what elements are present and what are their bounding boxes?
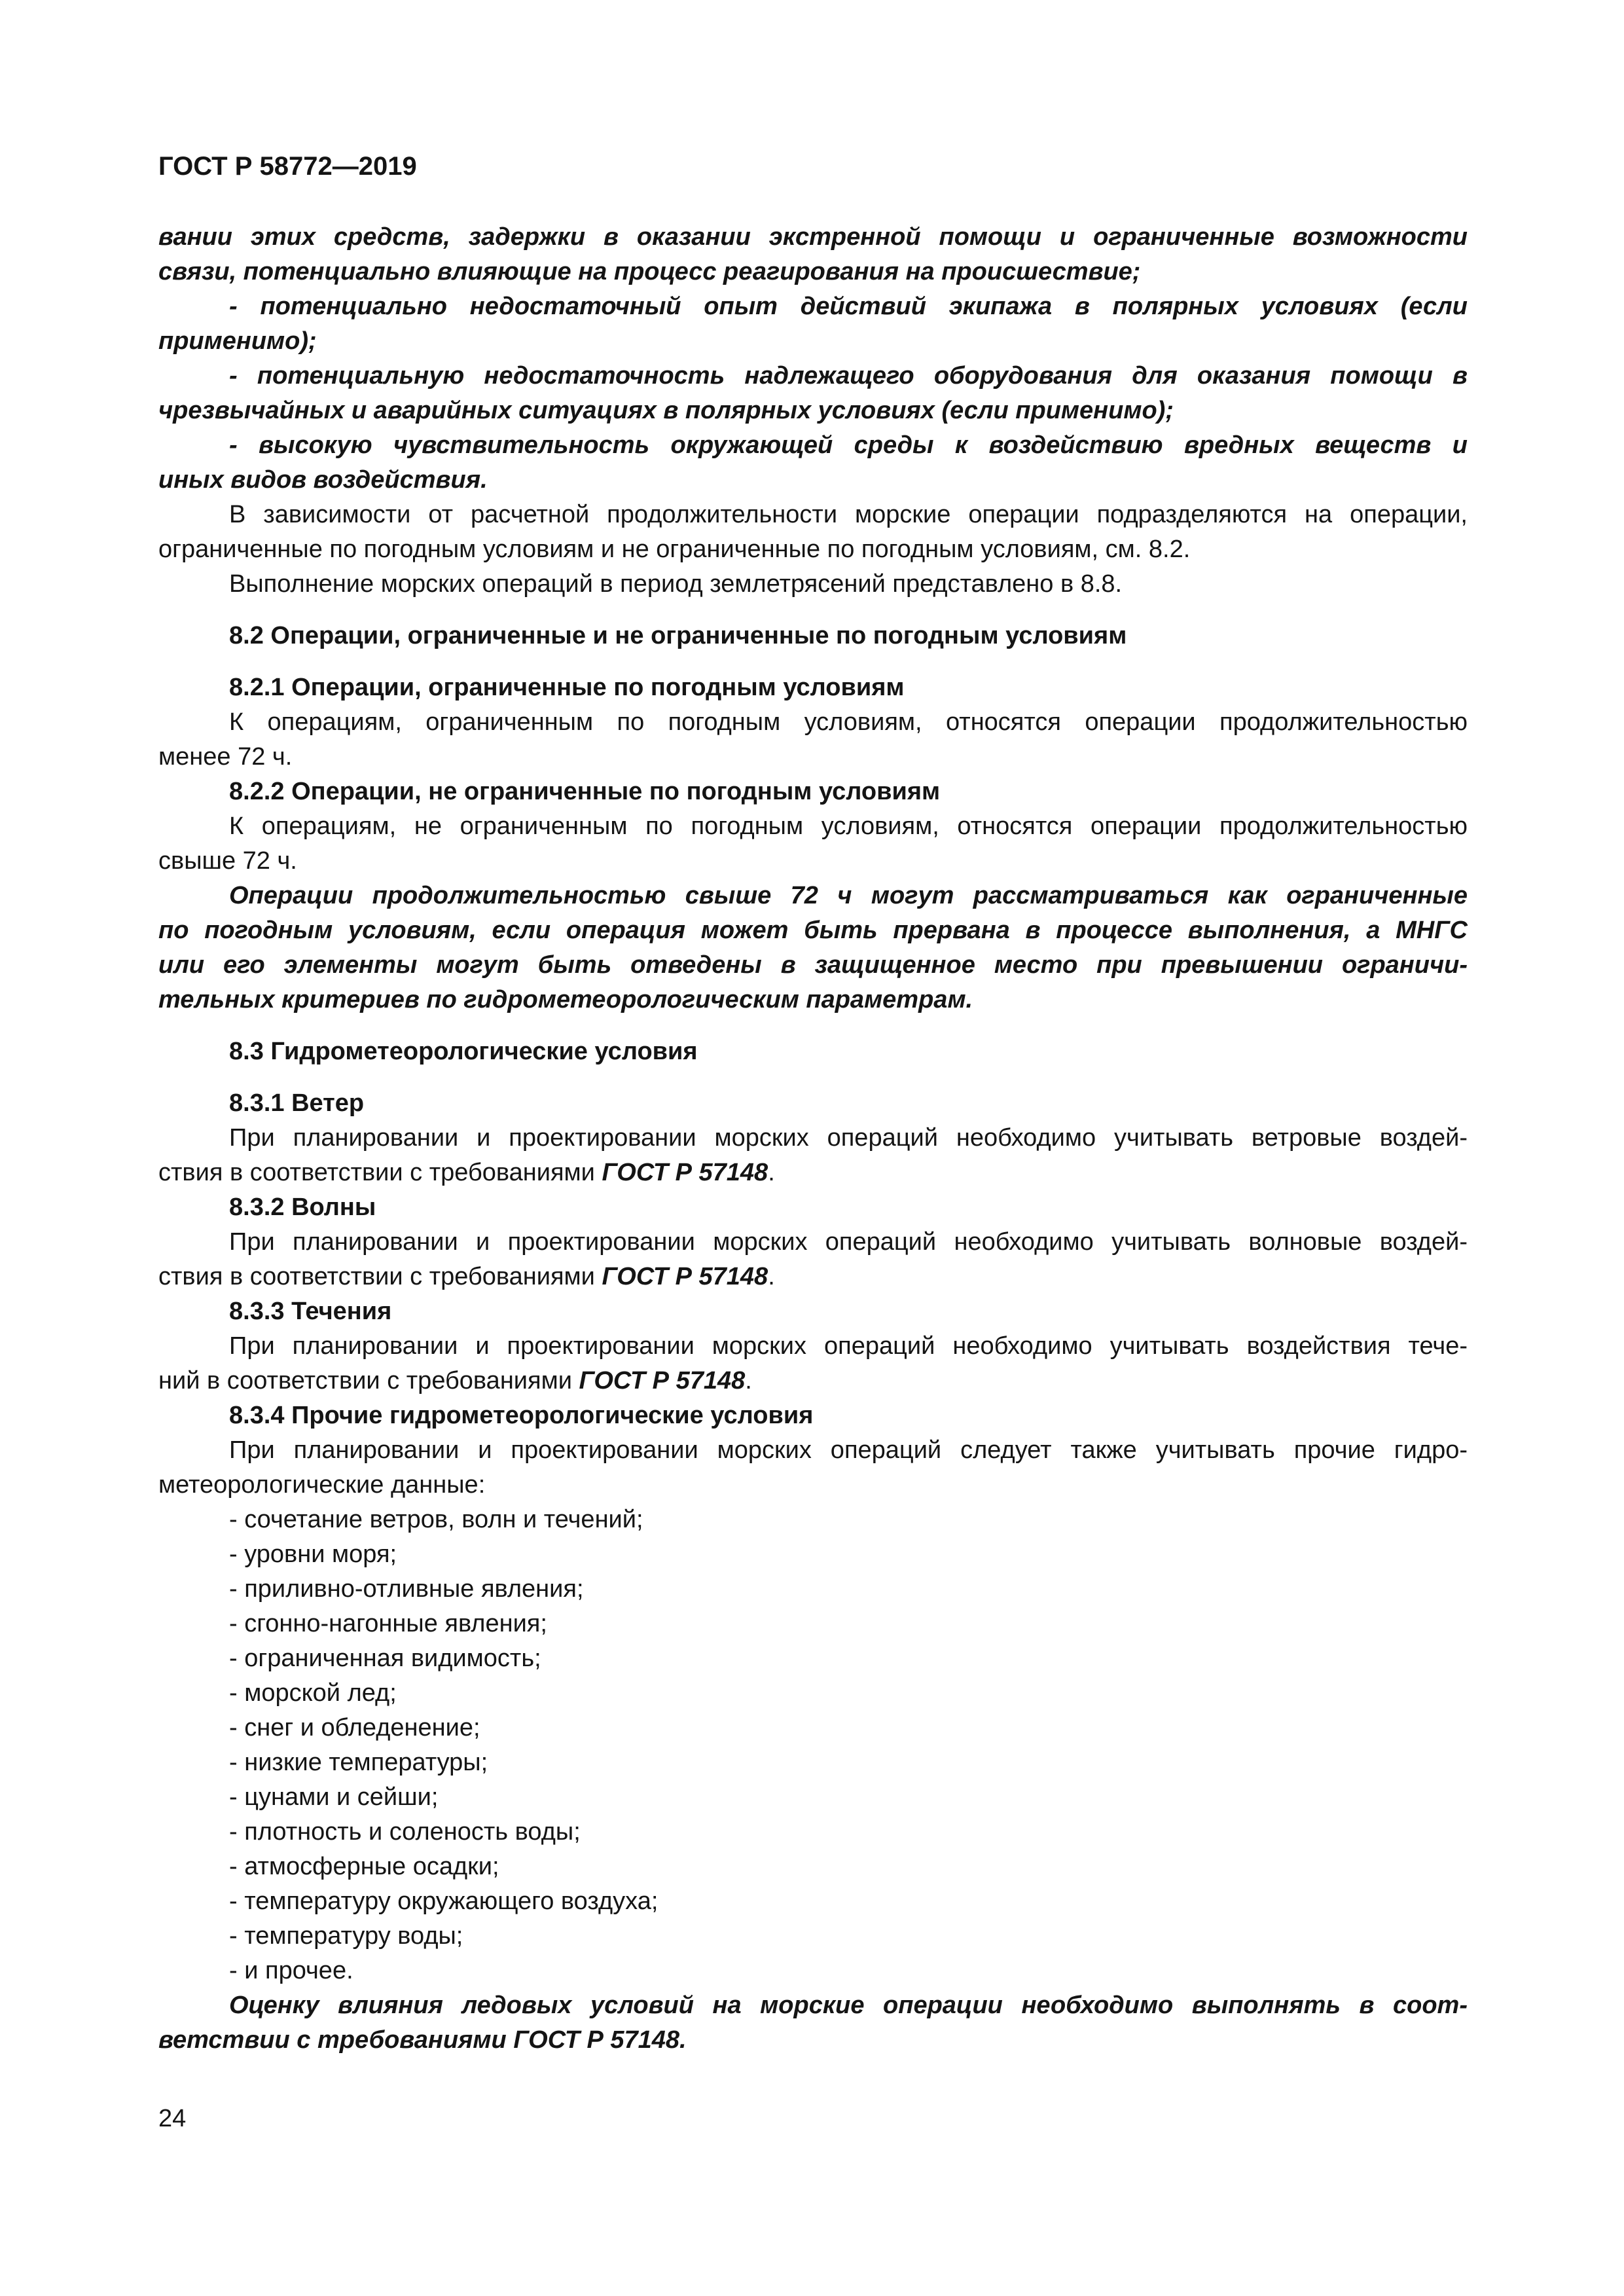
text-line: метеорологические данные: xyxy=(158,1471,486,1499)
standard-reference: ГОСТ Р 57148 xyxy=(602,1263,768,1290)
subsection-heading: 8.3.2 Волны xyxy=(229,1194,376,1221)
text-line: К операциям, не ограниченным по погодным условиям, относятся операции продолжительностью xyxy=(229,812,1468,840)
text-line: При планировании и проектировании морских операций необходимо учитывать воздействия тече- xyxy=(229,1332,1468,1360)
list-item: - и прочее. xyxy=(229,1957,353,1984)
list-item: - плотность и соленость воды; xyxy=(229,1818,581,1846)
page-number: 24 xyxy=(158,2105,187,2132)
text-line: ствия в соответствии с требованиями ГОСТ Р 57148. xyxy=(158,1263,775,1290)
text-line: Операции продолжительностью свыше 72 ч могут рассматриваться как ограниченные xyxy=(229,882,1468,909)
standard-reference: ГОСТ Р 57148 xyxy=(602,1159,768,1186)
section-heading: 8.3 Гидрометеорологические условия xyxy=(229,1038,698,1065)
text-line: ний в соответствии с требованиями ГОСТ Р 57148. xyxy=(158,1367,752,1394)
list-item: - температуру окружающего воздуха; xyxy=(229,1887,659,1915)
subsection-heading: 8.3.4 Прочие гидрометеорологические условия xyxy=(229,1402,814,1429)
text-line: При планировании и проектировании морских операций необходимо учитывать ветровые воздей- xyxy=(229,1124,1468,1152)
text-line: иных видов воздействия. xyxy=(158,466,488,494)
list-item: - атмосферные осадки; xyxy=(229,1853,499,1880)
text-line: менее 72 ч. xyxy=(158,743,293,771)
list-item: - ограниченная видимость; xyxy=(229,1645,541,1672)
text-line: При планировании и проектировании морских операций следует также учитывать прочие гидро- xyxy=(229,1436,1468,1464)
list-item: - сочетание ветров, волн и течений; xyxy=(229,1506,643,1533)
text-line: применимо); xyxy=(158,327,317,355)
text-line: по погодным условиям, если операция может быть прервана в процессе выполнения, а МНГС xyxy=(158,917,1468,944)
text-line: ограниченные по погодным условиям и не ограниченные по погодным условиям, см. 8.2. xyxy=(158,536,1191,563)
subsection-heading: 8.3.3 Течения xyxy=(229,1298,392,1325)
section-heading: 8.2 Операции, ограниченные и не ограниченные по погодным условиям xyxy=(229,622,1127,649)
text-line: ствия в соответствии с требованиями ГОСТ Р 57148. xyxy=(158,1159,775,1186)
list-item: - морской лед; xyxy=(229,1679,397,1707)
list-item: - приливно-отливные явления; xyxy=(229,1575,584,1603)
text-line: или его элементы могут быть отведены в защищенное место при превышении ограничи- xyxy=(158,951,1468,979)
subsection-heading: 8.3.1 Ветер xyxy=(229,1089,365,1117)
list-item: - цунами и сейши; xyxy=(229,1783,439,1811)
text-line: В зависимости от расчетной продолжительности морские операции подразделяются на операции, xyxy=(229,501,1468,528)
list-item: - снег и обледенение; xyxy=(229,1714,480,1741)
text-line: - потенциально недостаточный опыт действий экипажа в полярных условиях (если xyxy=(229,293,1468,320)
text-line: ветствии с требованиями ГОСТ Р 57148. xyxy=(158,2026,687,2054)
subsection-heading: 8.2.1 Операции, ограниченные по погодным условиям xyxy=(229,674,905,701)
subsection-heading: 8.2.2 Операции, не ограниченные по погодным условиям xyxy=(229,778,941,805)
page-content xyxy=(158,220,1468,2058)
text-line: Оценку влияния ледовых условий на морские операции необходимо выполнять в соот- xyxy=(229,1992,1468,2019)
list-item: - уровни моря; xyxy=(229,1540,397,1568)
text-line: Выполнение морских операций в период землетрясений представлено в 8.8. xyxy=(229,570,1123,598)
text-line: - высокую чувствительность окружающей среды к воздействию вредных веществ и xyxy=(229,431,1468,459)
document-header: ГОСТ Р 58772—2019 xyxy=(158,152,417,181)
text-line: свыше 72 ч. xyxy=(158,847,297,875)
standard-reference: ГОСТ Р 57148 xyxy=(579,1367,746,1394)
text-line: вании этих средств, задержки в оказании экстренной помощи и ограниченные возможности xyxy=(158,223,1468,251)
list-item: - низкие температуры; xyxy=(229,1749,488,1776)
text-line: чрезвычайных и аварийных ситуациях в полярных условиях (если применимо); xyxy=(158,397,1174,424)
text-line: К операциям, ограниченным по погодным условиям, относятся операции продолжительностью xyxy=(229,708,1468,736)
text-line: связи, потенциально влияющие на процесс реагирования на происшествие; xyxy=(158,258,1141,285)
list-item: - сгонно-нагонные явления; xyxy=(229,1610,547,1637)
text-line: тельных критериев по гидрометеорологическим параметрам. xyxy=(158,986,973,1013)
text-line: - потенциальную недостаточность надлежащего оборудования для оказания помощи в xyxy=(229,362,1468,390)
list-item: - температуру воды; xyxy=(229,1922,463,1950)
text-line: При планировании и проектировании морских операций необходимо учитывать волновые воздей- xyxy=(229,1228,1468,1256)
